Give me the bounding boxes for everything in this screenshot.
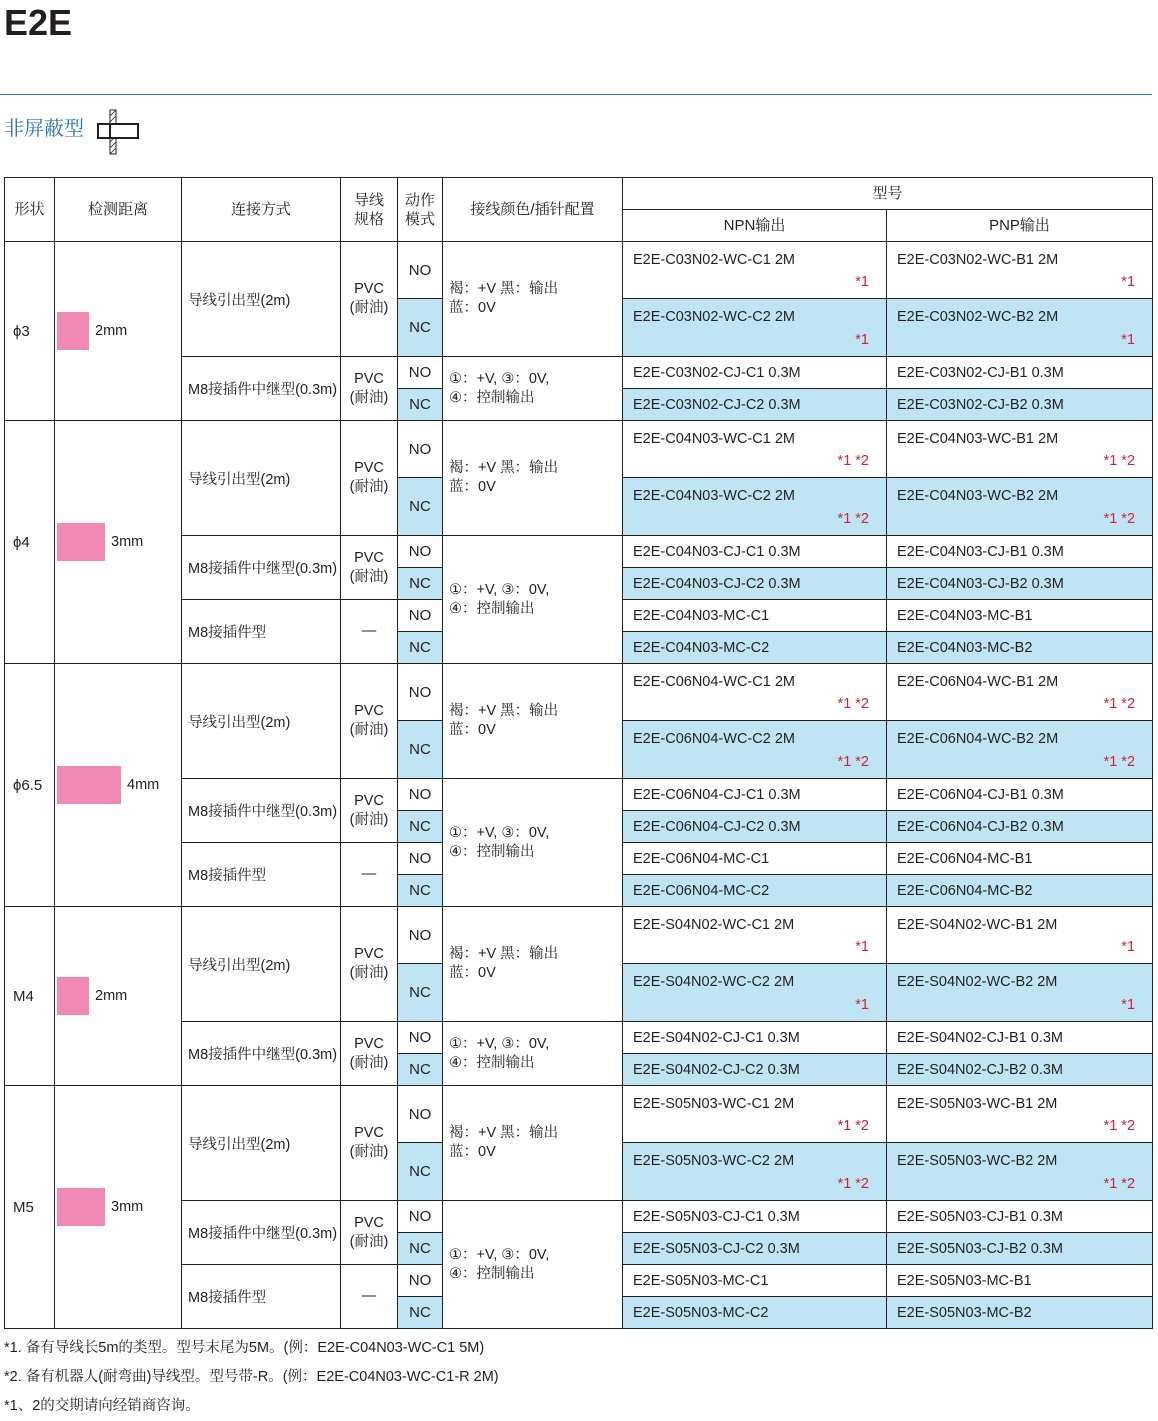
pnp-model-code: E2E-C06N04-MC-B1 [897, 850, 1033, 867]
pnp-model-code: E2E-S05N03-CJ-B2 0.3M [897, 1240, 1064, 1257]
op-mode-cell: NO [398, 1022, 443, 1054]
pnp-model-cell [887, 779, 1153, 811]
connection-cell: 导线引出型(2m) [182, 664, 341, 779]
distance-label: 3mm [111, 534, 144, 550]
pnp-model-code: E2E-C06N04-CJ-B2 0.3M [897, 818, 1064, 835]
footnote-2: *2. 备有机器人(耐弯曲)导线型。型号带-R。(例：E2E-C04N03-WC-C1-R 2M) [4, 1369, 499, 1385]
pnp-model-cell [887, 568, 1153, 600]
cable-spec-cell: — [341, 600, 398, 664]
cable-spec-cell: PVC (耐油) [341, 421, 398, 536]
unshielded-sensor-icon [96, 106, 142, 156]
footnote-1: *1. 备有导线长5m的类型。型号末尾为5M。(例：E2E-C04N03-WC-C1 5M) [4, 1340, 485, 1356]
npn-model-cell [623, 875, 887, 907]
op-mode-cell: NC [398, 478, 443, 536]
table-body [5, 242, 1153, 1329]
npn-model-cell [623, 357, 887, 389]
npn-model-cell [623, 1022, 887, 1054]
connection-cell: M8接插件型 [182, 1265, 341, 1329]
footnotes [4, 1334, 499, 1421]
distance-bar [57, 312, 89, 350]
npn-model-code: E2E-C06N04-WC-C1 2M [633, 674, 795, 690]
npn-model-cell [623, 1201, 887, 1233]
pnp-model-code: E2E-C04N03-WC-B2 2M [897, 488, 1059, 504]
pnp-model-cell [887, 242, 1153, 299]
op-mode-cell: NC [398, 875, 443, 907]
npn-footnote-mark: *1 *2 [837, 511, 869, 527]
header-model: 型号 [623, 178, 1153, 210]
pnp-model-cell [887, 1201, 1153, 1233]
npn-model-code: E2E-S05N03-CJ-C1 0.3M [633, 1208, 800, 1225]
pnp-model-code: E2E-C04N03-WC-B1 2M [897, 431, 1059, 447]
distance-label: 2mm [95, 988, 128, 1004]
npn-model-cell [623, 600, 887, 632]
pnp-model-cell [887, 1054, 1153, 1086]
connection-cell: M8接插件型 [182, 843, 341, 907]
wiring-cell: 褐：+V 黑：输出 蓝：0V [443, 421, 623, 536]
pnp-model-code: E2E-S05N03-WC-B1 2M [897, 1096, 1058, 1112]
cable-spec-cell: — [341, 1265, 398, 1329]
op-mode-cell: NC [398, 299, 443, 357]
distance-label: 4mm [127, 777, 160, 793]
npn-model-cell [623, 536, 887, 568]
op-mode-cell: NC [398, 1143, 443, 1201]
pnp-model-code: E2E-C04N03-MC-B2 [897, 639, 1033, 656]
pnp-model-cell [887, 536, 1153, 568]
table-row [5, 664, 1153, 721]
npn-model-code: E2E-S05N03-MC-C1 [633, 1272, 769, 1289]
pnp-model-code: E2E-C06N04-MC-B2 [897, 882, 1033, 899]
shape-cell: ϕ3 [5, 242, 55, 421]
op-mode-cell: NC [398, 1233, 443, 1265]
connection-cell: M8接插件中继型(0.3m) [182, 1201, 341, 1265]
npn-model-code: E2E-C06N04-CJ-C1 0.3M [633, 786, 801, 803]
header-op-mode [398, 178, 443, 242]
wiring-cell: 褐：+V 黑：输出 蓝：0V [443, 1086, 623, 1201]
connection-cell: M8接插件中继型(0.3m) [182, 357, 341, 421]
pnp-model-cell [887, 843, 1153, 875]
cable-spec-cell: PVC (耐油) [341, 1086, 398, 1201]
npn-model-code: E2E-S04N02-WC-C1 2M [633, 917, 795, 933]
npn-model-code: E2E-C03N02-WC-C1 2M [633, 252, 795, 268]
npn-model-cell [623, 1054, 887, 1086]
pnp-model-cell [887, 1022, 1153, 1054]
distance-cell [55, 1086, 182, 1329]
pnp-model-code: E2E-C06N04-WC-B2 2M [897, 731, 1059, 747]
cable-spec-cell: — [341, 843, 398, 907]
pnp-model-code: E2E-S04N02-CJ-B1 0.3M [897, 1029, 1064, 1046]
pnp-model-cell [887, 964, 1153, 1022]
npn-model-cell [623, 779, 887, 811]
npn-model-code: E2E-C04N03-MC-C2 [633, 639, 770, 656]
npn-model-code: E2E-S04N02-CJ-C1 0.3M [633, 1029, 800, 1046]
pnp-model-code: E2E-C04N03-CJ-B1 0.3M [897, 543, 1064, 560]
op-mode-cell: NO [398, 1201, 443, 1233]
npn-model-code: E2E-C06N04-MC-C1 [633, 850, 770, 867]
op-mode-cell: NO [398, 536, 443, 568]
distance-cell [55, 421, 182, 664]
table-row [5, 421, 1153, 478]
page-title: E2E [4, 2, 73, 43]
npn-model-cell [623, 389, 887, 421]
pnp-model-cell [887, 721, 1153, 779]
op-mode-cell: NO [398, 600, 443, 632]
npn-model-code: E2E-S05N03-WC-C2 2M [633, 1153, 795, 1169]
npn-model-code: E2E-C04N03-WC-C2 2M [633, 488, 795, 504]
npn-model-code: E2E-S04N02-CJ-C2 0.3M [633, 1061, 800, 1078]
pnp-footnote-mark: *1 *2 [1103, 1118, 1136, 1134]
npn-model-cell [623, 478, 887, 536]
connection-cell: 导线引出型(2m) [182, 242, 341, 357]
pnp-model-cell [887, 811, 1153, 843]
distance-bar [57, 977, 89, 1015]
pnp-model-cell [887, 421, 1153, 478]
op-mode-cell: NC [398, 1297, 443, 1329]
wiring-cell: 褐：+V 黑：输出 蓝：0V [443, 664, 623, 779]
npn-model-cell [623, 907, 887, 964]
pnp-model-code: E2E-C03N02-CJ-B1 0.3M [897, 364, 1064, 381]
pnp-model-code: E2E-C04N03-CJ-B2 0.3M [897, 575, 1064, 592]
pnp-model-cell [887, 478, 1153, 536]
header-connection: 连接方式 [182, 178, 341, 242]
npn-footnote-mark: *1 [855, 997, 869, 1013]
pnp-model-code: E2E-C06N04-WC-B1 2M [897, 674, 1059, 690]
npn-model-code: E2E-C03N02-CJ-C2 0.3M [633, 396, 801, 413]
pnp-model-code: E2E-C03N02-WC-B1 2M [897, 252, 1059, 268]
npn-model-cell [623, 664, 887, 721]
pnp-model-cell [887, 1297, 1153, 1329]
pnp-footnote-mark: *1 *2 [1103, 754, 1136, 770]
footnote-3: *1、2的交期请向经销商咨询。 [4, 1398, 200, 1414]
op-mode-cell: NC [398, 811, 443, 843]
cable-spec-cell: PVC (耐油) [341, 536, 398, 600]
model-table [4, 177, 1153, 1329]
npn-model-code: E2E-C03N02-CJ-C1 0.3M [633, 364, 801, 381]
npn-model-cell [623, 421, 887, 478]
table-row [5, 1086, 1153, 1143]
op-mode-cell: NO [398, 907, 443, 964]
pnp-footnote-mark: *1 [1121, 997, 1136, 1013]
npn-model-cell [623, 242, 887, 299]
distance-cell [55, 907, 182, 1086]
cable-spec-cell: PVC (耐油) [341, 357, 398, 421]
npn-model-code: E2E-S05N03-WC-C1 2M [633, 1096, 795, 1112]
section-subtitle: 非屏蔽型 [4, 118, 84, 140]
pnp-model-cell [887, 632, 1153, 664]
cable-spec-cell: PVC (耐油) [341, 907, 398, 1022]
pnp-model-code: E2E-S05N03-CJ-B1 0.3M [897, 1208, 1064, 1225]
distance-bar [57, 523, 105, 561]
npn-model-code: E2E-C06N04-MC-C2 [633, 882, 770, 899]
shape-cell: M4 [5, 907, 55, 1086]
connection-cell: 导线引出型(2m) [182, 1086, 341, 1201]
npn-footnote-mark: *1 [855, 939, 869, 955]
pnp-footnote-mark: *1 *2 [1103, 1176, 1136, 1192]
npn-model-cell [623, 811, 887, 843]
connection-cell: M8接插件中继型(0.3m) [182, 1022, 341, 1086]
pnp-model-code: E2E-C04N03-MC-B1 [897, 607, 1033, 624]
npn-model-code: E2E-S05N03-CJ-C2 0.3M [633, 1240, 800, 1257]
header-npn: NPN输出 [623, 210, 887, 242]
npn-model-cell [623, 1265, 887, 1297]
header-cable-spec [341, 178, 398, 242]
npn-footnote-mark: *1 [855, 274, 869, 290]
header-op-mode-text: 动作模式 [404, 191, 435, 228]
pnp-model-cell [887, 1086, 1153, 1143]
op-mode-cell: NC [398, 1054, 443, 1086]
op-mode-cell: NC [398, 964, 443, 1022]
op-mode-cell: NO [398, 1086, 443, 1143]
npn-model-cell [623, 843, 887, 875]
cable-spec-cell: PVC (耐油) [341, 779, 398, 843]
wiring-cell: ①：+V, ③：0V, ④：控制输出 [443, 536, 623, 664]
npn-model-cell [623, 1233, 887, 1265]
pnp-model-code: E2E-S04N02-CJ-B2 0.3M [897, 1061, 1064, 1078]
pnp-model-cell [887, 875, 1153, 907]
pnp-model-code: E2E-S04N02-WC-B2 2M [897, 974, 1058, 990]
connection-cell: 导线引出型(2m) [182, 907, 341, 1022]
header-wiring: 接线颜色/插针配置 [443, 178, 623, 242]
op-mode-cell: NO [398, 843, 443, 875]
op-mode-cell: NO [398, 421, 443, 478]
op-mode-cell: NC [398, 389, 443, 421]
distance-label: 3mm [111, 1199, 144, 1215]
npn-model-code: E2E-C04N03-WC-C1 2M [633, 431, 795, 447]
npn-model-code: E2E-C04N03-CJ-C2 0.3M [633, 575, 801, 592]
cable-spec-cell: PVC (耐油) [341, 242, 398, 357]
table-row [5, 242, 1153, 299]
pnp-footnote-mark: *1 [1121, 332, 1136, 348]
op-mode-cell: NO [398, 779, 443, 811]
header-distance: 检测距离 [55, 178, 182, 242]
pnp-model-cell [887, 1265, 1153, 1297]
header-pnp: PNP输出 [887, 210, 1153, 242]
distance-cell [55, 664, 182, 907]
pnp-model-cell [887, 357, 1153, 389]
pnp-model-code: E2E-S05N03-MC-B2 [897, 1304, 1032, 1321]
npn-model-code: E2E-C04N03-MC-C1 [633, 607, 770, 624]
pnp-footnote-mark: *1 [1121, 939, 1136, 955]
npn-model-cell [623, 1086, 887, 1143]
npn-model-code: E2E-C03N02-WC-C2 2M [633, 309, 795, 325]
op-mode-cell: NO [398, 1265, 443, 1297]
npn-model-code: E2E-C04N03-CJ-C1 0.3M [633, 543, 801, 560]
pnp-model-code: E2E-C03N02-WC-B2 2M [897, 309, 1059, 325]
title-divider [0, 94, 1152, 95]
distance-bar [57, 1188, 105, 1226]
npn-footnote-mark: *1 *2 [837, 696, 869, 712]
distance-bar [57, 766, 121, 804]
pnp-model-code: E2E-S05N03-WC-B2 2M [897, 1153, 1058, 1169]
pnp-model-cell [887, 907, 1153, 964]
op-mode-cell: NO [398, 664, 443, 721]
npn-model-cell [623, 1297, 887, 1329]
header-shape: 形状 [5, 178, 55, 242]
op-mode-cell: NC [398, 632, 443, 664]
wiring-cell: 褐：+V 黑：输出 蓝：0V [443, 242, 623, 357]
npn-footnote-mark: *1 *2 [837, 453, 869, 469]
op-mode-cell: NC [398, 568, 443, 600]
distance-cell [55, 242, 182, 421]
cable-spec-cell: PVC (耐油) [341, 664, 398, 779]
pnp-model-cell [887, 299, 1153, 357]
npn-footnote-mark: *1 [855, 332, 869, 348]
wiring-cell: ①：+V, ③：0V, ④：控制输出 [443, 779, 623, 907]
shape-cell: ϕ4 [5, 421, 55, 664]
npn-model-cell [623, 1143, 887, 1201]
npn-model-code: E2E-S05N03-MC-C2 [633, 1304, 769, 1321]
pnp-model-cell [887, 1233, 1153, 1265]
npn-footnote-mark: *1 *2 [837, 754, 869, 770]
connection-cell: M8接插件中继型(0.3m) [182, 779, 341, 843]
connection-cell: M8接插件型 [182, 600, 341, 664]
table-row [5, 907, 1153, 964]
op-mode-cell: NO [398, 242, 443, 299]
pnp-model-cell [887, 389, 1153, 421]
header-cable-spec-text: 导线规格 [353, 191, 384, 228]
npn-model-cell [623, 568, 887, 600]
cable-spec-cell: PVC (耐油) [341, 1201, 398, 1265]
wiring-cell: ①：+V, ③：0V, ④：控制输出 [443, 1022, 623, 1086]
connection-cell: M8接插件中继型(0.3m) [182, 536, 341, 600]
npn-model-cell [623, 964, 887, 1022]
npn-model-code: E2E-C06N04-CJ-C2 0.3M [633, 818, 801, 835]
npn-model-code: E2E-S04N02-WC-C2 2M [633, 974, 795, 990]
pnp-model-cell [887, 1143, 1153, 1201]
pnp-model-cell [887, 664, 1153, 721]
wiring-cell: ①：+V, ③：0V, ④：控制输出 [443, 1201, 623, 1329]
npn-model-cell [623, 299, 887, 357]
shape-cell: ϕ6.5 [5, 664, 55, 907]
npn-footnote-mark: *1 *2 [837, 1118, 869, 1134]
op-mode-cell: NC [398, 721, 443, 779]
cable-spec-cell: PVC (耐油) [341, 1022, 398, 1086]
pnp-model-code: E2E-S04N02-WC-B1 2M [897, 917, 1058, 933]
pnp-footnote-mark: *1 [1121, 274, 1136, 290]
pnp-model-code: E2E-S05N03-MC-B1 [897, 1272, 1032, 1289]
pnp-model-cell [887, 600, 1153, 632]
pnp-footnote-mark: *1 *2 [1103, 511, 1136, 527]
npn-model-code: E2E-C06N04-WC-C2 2M [633, 731, 795, 747]
npn-footnote-mark: *1 *2 [837, 1176, 869, 1192]
pnp-footnote-mark: *1 *2 [1103, 696, 1136, 712]
distance-label: 2mm [95, 323, 128, 339]
pnp-model-code: E2E-C06N04-CJ-B1 0.3M [897, 786, 1064, 803]
shape-cell: M5 [5, 1086, 55, 1329]
connection-cell: 导线引出型(2m) [182, 421, 341, 536]
pnp-footnote-mark: *1 *2 [1103, 453, 1136, 469]
npn-model-cell [623, 721, 887, 779]
op-mode-cell: NO [398, 357, 443, 389]
wiring-cell: ①：+V, ③：0V, ④：控制输出 [443, 357, 623, 421]
pnp-model-code: E2E-C03N02-CJ-B2 0.3M [897, 396, 1064, 413]
wiring-cell: 褐：+V 黑：输出 蓝：0V [443, 907, 623, 1022]
npn-model-cell [623, 632, 887, 664]
